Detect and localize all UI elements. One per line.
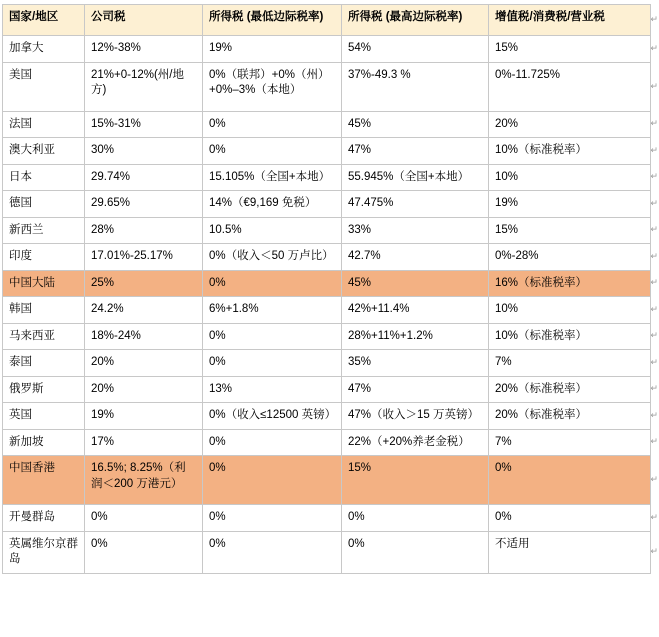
line-break-icon: ↵ (650, 80, 658, 91)
column-header-vat: 增值税/消费税/营业税 (489, 5, 651, 36)
table-row (3, 270, 651, 297)
table-cell: 17% (85, 429, 203, 456)
table-cell: 33% (342, 217, 489, 244)
table-cell: 10% (489, 297, 651, 324)
table-row (3, 323, 651, 350)
line-break-icon: ↵ (650, 409, 658, 420)
table-row (3, 62, 651, 111)
cell-country: 日本 (3, 164, 85, 191)
table-row (3, 244, 651, 271)
column-header-income-tax-min: 所得税 (最低边际税率) (203, 5, 342, 36)
table-cell: 10.5% (203, 217, 342, 244)
cell-country: 韩国 (3, 297, 85, 324)
table-cell: 28% (85, 217, 203, 244)
line-break-icon: ↵ (650, 330, 658, 341)
table-cell: 0% (203, 138, 342, 165)
line-break-icon: ↵ (650, 436, 658, 447)
table-cell: 0% (342, 531, 489, 573)
table-cell: 20%（标准税率） (489, 376, 651, 403)
line-break-icon: ↵ (650, 474, 658, 485)
cell-country: 英国 (3, 403, 85, 430)
spreadsheet-sheet (0, 4, 659, 637)
table-cell: 0% (342, 505, 489, 532)
table-cell: 42%+11.4% (342, 297, 489, 324)
table-cell: 0% (203, 270, 342, 297)
line-break-icon: ↵ (650, 250, 658, 261)
cell-country: 印度 (3, 244, 85, 271)
line-break-icon: ↵ (650, 546, 658, 557)
table-cell: 0%-28% (489, 244, 651, 271)
table-cell: 16.5%; 8.25%（利润＜200 万港元） (85, 456, 203, 505)
table-row (3, 429, 651, 456)
table-cell: 0%（收入≤12500 英镑） (203, 403, 342, 430)
table-cell: 0% (203, 456, 342, 505)
table-cell: 12%-38% (85, 36, 203, 63)
table-cell: 0% (203, 350, 342, 377)
line-break-icon: ↵ (650, 144, 658, 155)
table-row (3, 350, 651, 377)
table-cell: 47% (342, 376, 489, 403)
table-row (3, 36, 651, 63)
table-cell: 6%+1.8% (203, 297, 342, 324)
table-cell: 0% (85, 531, 203, 573)
table-cell: 0% (489, 456, 651, 505)
table-cell: 20% (85, 350, 203, 377)
table-cell: 不适用 (489, 531, 651, 573)
table-cell: 7% (489, 429, 651, 456)
table-cell: 55.945%（全国+本地） (342, 164, 489, 191)
table-row (3, 403, 651, 430)
table-cell: 13% (203, 376, 342, 403)
table-row (3, 164, 651, 191)
line-break-icon: ↵ (650, 303, 658, 314)
table-cell: 37%-49.3 % (342, 62, 489, 111)
table-cell: 28%+11%+1.2% (342, 323, 489, 350)
table-row (3, 191, 651, 218)
table-cell: 45% (342, 270, 489, 297)
table-cell: 15%-31% (85, 111, 203, 138)
table-cell: 21%+0-12%(州/地方) (85, 62, 203, 111)
cell-country: 美国 (3, 62, 85, 111)
table-cell: 17.01%-25.17% (85, 244, 203, 271)
table-cell: 47%（收入＞15 万英镑） (342, 403, 489, 430)
cell-country: 新西兰 (3, 217, 85, 244)
column-header-country: 国家/地区 (3, 5, 85, 36)
table-row (3, 138, 651, 165)
line-break-icon: ↵ (650, 383, 658, 394)
table-cell: 19% (489, 191, 651, 218)
table-row (3, 376, 651, 403)
table-cell: 20% (85, 376, 203, 403)
table-cell: 22%（+20%养老金税） (342, 429, 489, 456)
table-row (3, 531, 651, 573)
line-break-icon: ↵ (650, 277, 658, 288)
table-cell: 35% (342, 350, 489, 377)
table-cell: 0%（收入＜50 万卢比） (203, 244, 342, 271)
table-header-row (3, 5, 651, 36)
table-cell: 0% (85, 505, 203, 532)
table-cell: 15% (342, 456, 489, 505)
table-cell: 14%（€9,169 免税） (203, 191, 342, 218)
table-cell: 20% (489, 111, 651, 138)
cell-country: 马来西亚 (3, 323, 85, 350)
table-cell: 0% (489, 505, 651, 532)
table-cell: 0% (203, 111, 342, 138)
table-cell: 29.74% (85, 164, 203, 191)
table-cell: 42.7% (342, 244, 489, 271)
table-row (3, 111, 651, 138)
table-cell: 47% (342, 138, 489, 165)
cell-country: 加拿大 (3, 36, 85, 63)
table-cell: 15% (489, 36, 651, 63)
table-row (3, 297, 651, 324)
table-cell: 0% (203, 429, 342, 456)
line-break-icon: ↵ (650, 171, 658, 182)
tax-comparison-table (2, 4, 651, 574)
cell-country: 泰国 (3, 350, 85, 377)
line-break-icon: ↵ (650, 14, 658, 24)
cell-country: 俄罗斯 (3, 376, 85, 403)
cell-country: 澳大利亚 (3, 138, 85, 165)
table-cell: 0%（联邦）+0%（州）+0%–3%（本地） (203, 62, 342, 111)
table-cell: 10% (489, 164, 651, 191)
line-break-icon: ↵ (650, 224, 658, 235)
table-cell: 25% (85, 270, 203, 297)
cell-country: 中国大陆 (3, 270, 85, 297)
line-break-icon: ↵ (650, 356, 658, 367)
table-cell: 10%（标准税率） (489, 138, 651, 165)
line-break-icon: ↵ (650, 197, 658, 208)
cell-country: 德国 (3, 191, 85, 218)
table-cell: 47.475% (342, 191, 489, 218)
cell-country: 开曼群岛 (3, 505, 85, 532)
table-row (3, 456, 651, 505)
table-row (3, 505, 651, 532)
table-cell: 24.2% (85, 297, 203, 324)
line-break-icon: ↵ (650, 118, 658, 129)
cell-country: 中国香港 (3, 456, 85, 505)
table-cell: 10%（标准税率） (489, 323, 651, 350)
table-row (3, 217, 651, 244)
table-cell: 30% (85, 138, 203, 165)
column-header-corporate-tax: 公司税 (85, 5, 203, 36)
table-cell: 0% (203, 323, 342, 350)
table-cell: 54% (342, 36, 489, 63)
table-cell: 29.65% (85, 191, 203, 218)
cell-country: 法国 (3, 111, 85, 138)
table-cell: 20%（标准税率） (489, 403, 651, 430)
table-cell: 18%-24% (85, 323, 203, 350)
table-cell: 19% (203, 36, 342, 63)
cell-country: 新加坡 (3, 429, 85, 456)
table-cell: 7% (489, 350, 651, 377)
column-header-income-tax-max: 所得税 (最高边际税率) (342, 5, 489, 36)
table-cell: 15.105%（全国+本地） (203, 164, 342, 191)
cell-country: 英属维尔京群岛 (3, 531, 85, 573)
table-cell: 15% (489, 217, 651, 244)
table-cell: 19% (85, 403, 203, 430)
table-body (3, 36, 651, 574)
table-cell: 16%（标准税率） (489, 270, 651, 297)
table-cell: 0% (203, 505, 342, 532)
table-header (3, 5, 651, 36)
table-cell: 45% (342, 111, 489, 138)
line-break-icon: ↵ (650, 42, 658, 53)
table-cell: 0% (203, 531, 342, 573)
line-break-icon: ↵ (650, 511, 658, 522)
table-cell: 0%-11.725% (489, 62, 651, 111)
